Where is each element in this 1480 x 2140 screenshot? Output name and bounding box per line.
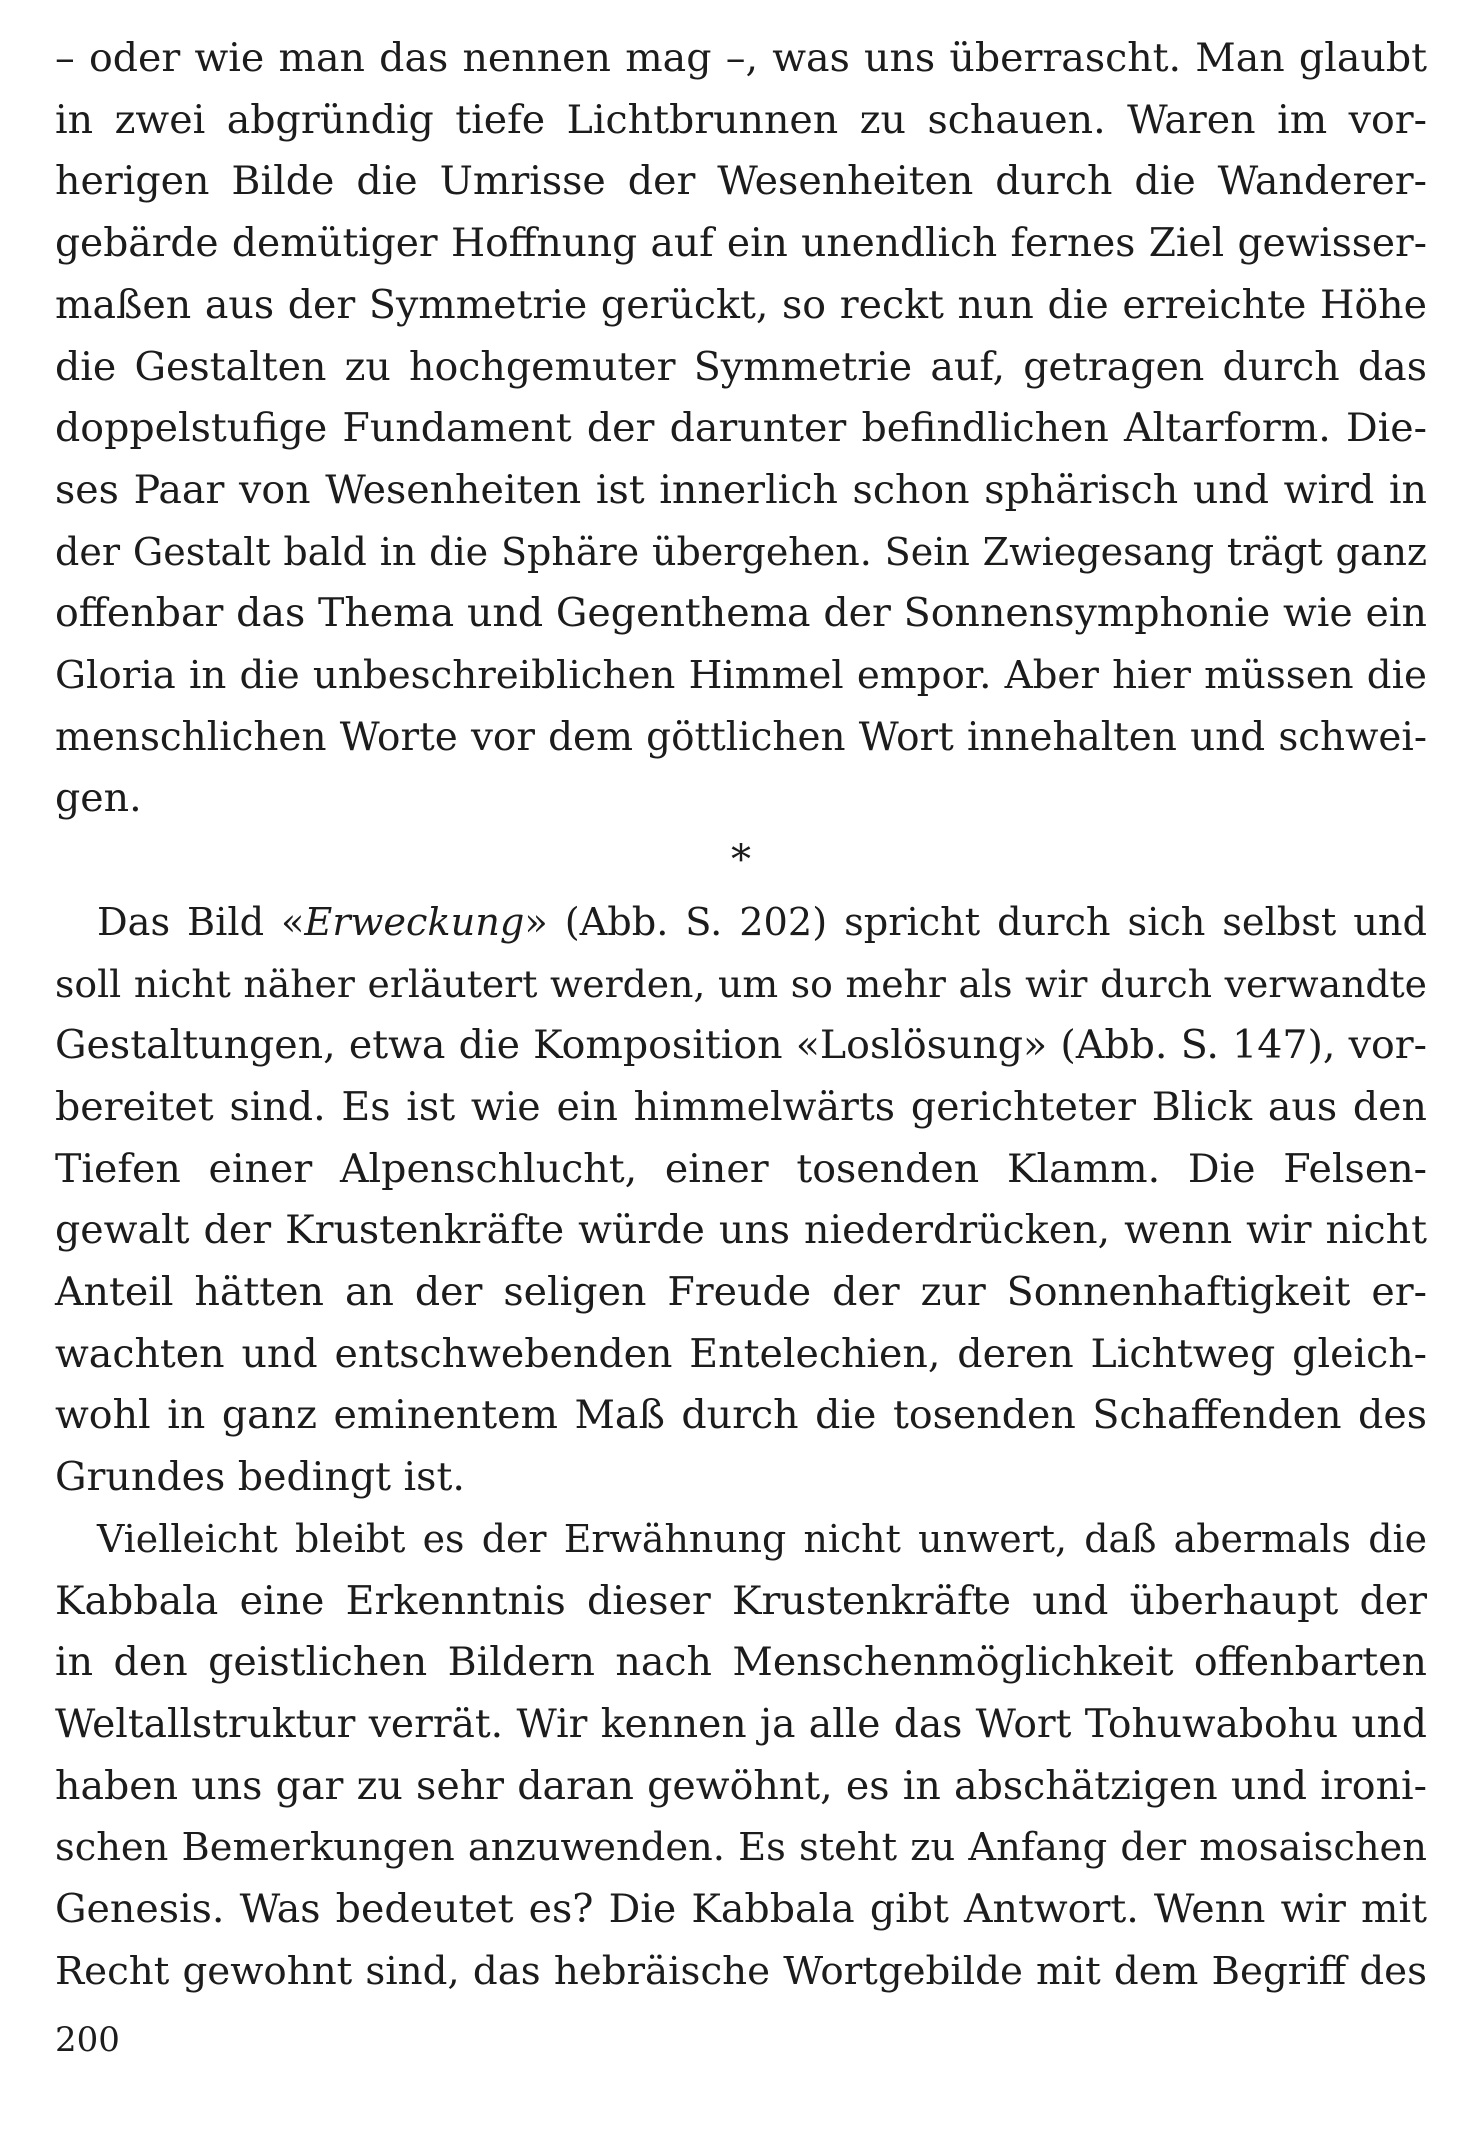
text-line: soll nicht näher erläutert werden, um so mehr als wir durch verwandte (55, 961, 1427, 1006)
text-line: der Gestalt bald in die Sphäre übergehen. Sein Zwiegesang trägt ganz (55, 529, 1427, 574)
artwork-title: Erweckung (304, 899, 525, 945)
text-line: bereitet sind. Es ist wie ein himmelwärts gerichteter Blick aus den (55, 1083, 1427, 1130)
line-start: Das Bild « (97, 899, 305, 945)
text-line: die Gestalten zu hochgemuter Symmetrie auf, getragen durch das (55, 343, 1427, 390)
text-line: Vielleicht bleibt es der Erwähnung nicht unwert, daß abermals die (97, 1516, 1427, 1561)
text-line: Grundes bedingt ist. (55, 1454, 465, 1501)
text-line: haben uns gar zu sehr daran gewöhnt, es in abschätzigen und ironi- (55, 1762, 1427, 1809)
text-line: gebärde demütiger Hoffnung auf ein unendlich fernes Ziel gewisser- (55, 221, 1427, 267)
line-rest: » (Abb. S. 202) spricht durch sich selbst und (524, 899, 1427, 945)
page-number: 200 (55, 2020, 120, 2060)
text-line: – oder wie man das nennen mag –, was uns überrascht. Man glaubt (55, 35, 1427, 81)
text-line: offenbar das Thema und Gegenthema der Sonnensymphonie wie ein (55, 590, 1427, 637)
text-line: wohl in ganz eminentem Maß durch die tosenden Schaffenden des (55, 1392, 1427, 1439)
text-line: in zwei abgründig tiefe Lichtbrunnen zu schauen. Waren im vor- (55, 96, 1427, 143)
section-separator: * (731, 837, 751, 884)
text-line-with-title (55, 892, 1427, 954)
paragraph-3 (55, 1509, 1427, 2003)
page-text (55, 28, 1427, 2002)
text-line: maßen aus der Symmetrie gerückt, so reckt nun die erreichte Höhe (55, 281, 1427, 328)
text-line: gen. (55, 775, 142, 822)
text-line: schen Bemerkungen anzuwenden. Es steht zu Anfang der mosaischen (55, 1825, 1427, 1871)
text-line: menschlichen Worte vor dem göttlichen Wort innehalten und schwei- (55, 714, 1427, 760)
text-line: Kabbala eine Erkenntnis dieser Krustenkräfte und überhaupt der (55, 1577, 1427, 1624)
text-line: Tiefen einer Alpenschlucht, einer tosenden Klamm. Die Felsen- (55, 1145, 1427, 1192)
text-line: gewalt der Krustenkräfte würde uns niederdrücken, wenn wir nicht (55, 1207, 1427, 1254)
text-line: Genesis. Was bedeutet es? Die Kabbala gibt Antwort. Wenn wir mit (55, 1886, 1427, 1933)
paragraph-2 (55, 892, 1427, 1509)
paragraph-1 (55, 28, 1427, 830)
text-line: in den geistlichen Bildern nach Menschenmöglichkeit offenbarten (55, 1639, 1427, 1686)
text-line: Weltallstruktur verrät. Wir kennen ja alle das Wort Tohuwabohu und (55, 1701, 1427, 1747)
text-line: Anteil hätten an der seligen Freude der zur Sonnenhaftigkeit er- (55, 1269, 1427, 1316)
text-line: wachten und entschwebenden Entelechien, deren Lichtweg gleich- (55, 1330, 1427, 1377)
text-line: Gloria in die unbeschreiblichen Himmel empor. Aber hier müssen die (55, 653, 1427, 699)
text-line: Recht gewohnt sind, das hebräische Wortgebilde mit dem Begriff des (55, 1948, 1427, 1994)
text-line: ses Paar von Wesenheiten ist innerlich schon sphärisch und wird in (55, 466, 1427, 513)
text-line: Gestaltungen, etwa die Komposition «Loslösung» (Abb. S. 147), vor- (55, 1022, 1427, 1069)
text-line: doppelstufige Fundament der darunter befindlichen Altarform. Die- (55, 405, 1427, 452)
text-line: herigen Bilde die Umrisse der Wesenheiten durch die Wanderer- (55, 158, 1427, 205)
